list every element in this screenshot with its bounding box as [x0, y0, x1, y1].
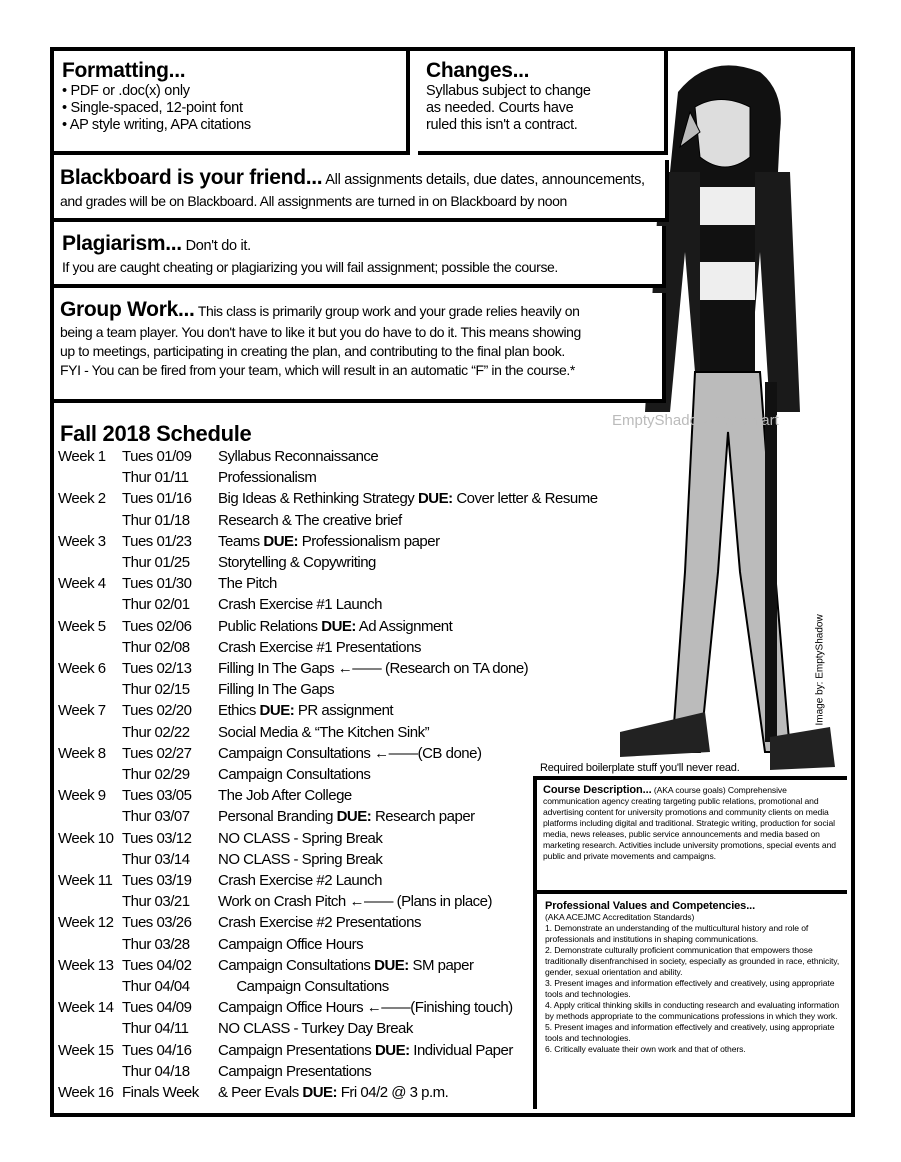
session-topic: Crash Exercise #2 Presentations — [218, 914, 421, 932]
due-label: DUE: — [259, 702, 295, 720]
competency-item: 4. Apply critical thinking skills in conducting research and evaluating information by methods appropriate to the communications professions in which they work. — [545, 1000, 840, 1021]
formatting-section: Formatting... • PDF or .doc(x) only • Single-spaced, 12-point font • AP style writing, APA citations — [54, 51, 410, 155]
session-topic: The Pitch — [218, 575, 277, 593]
week-label: Week 7 — [58, 702, 106, 720]
due-label: DUE: — [374, 1041, 410, 1059]
session-date: Tues 02/20 — [122, 702, 192, 720]
session-date: Tues 02/06 — [122, 617, 192, 635]
values-subtitle: (AKA ACEJMC Accreditation Standards) — [545, 912, 695, 922]
session-date: Thur 04/18 — [122, 1062, 190, 1080]
session-topic: & Peer Evals — [218, 1084, 299, 1101]
session-topic: Campaign Consultations — [218, 744, 371, 762]
group-work-text: FYI - You can be fired from your team, which will result in an automatic “F” in the course.* — [60, 362, 575, 378]
values-title: Professional Values and Competencies... — [545, 900, 756, 912]
session-topic: Campaign Consultations — [218, 766, 371, 783]
due-label: DUE: — [374, 956, 409, 974]
due-item: SM paper — [412, 956, 474, 974]
session-topic: Social Media & “The Kitchen Sink” — [218, 723, 430, 741]
session-date: Thur 01/25 — [122, 554, 190, 571]
session-date: Tues 04/02 — [122, 956, 192, 974]
course-description-title: Course Description... — [543, 784, 652, 796]
session-topic: Syllabus Reconnaissance — [218, 448, 379, 465]
competency-item: 6. Critically evaluate their own work and that of others. — [545, 1044, 746, 1054]
competency-item: 5. Present images and information effectively and creatively, using appropriate tools and technologies. — [545, 1022, 835, 1043]
session-topic: Teams — [218, 532, 260, 550]
session-topic: Campaign Office Hours — [218, 999, 364, 1017]
due-label: DUE: — [417, 490, 453, 508]
due-item: Ad Assignment — [358, 617, 453, 635]
group-work-text: up to meetings, participating in creating the plan, and contributing to the final plan book. — [60, 343, 565, 359]
session-topic: Crash Exercise #1 Launch — [218, 596, 382, 614]
session-topic: Filling In The Gaps — [218, 681, 335, 699]
week-label: Week 9 — [58, 787, 106, 805]
blackboard-text: All assignments details, due dates, announcements, — [325, 172, 645, 188]
formatting-item: Single-spaced, 12-point font — [70, 100, 243, 116]
session-date: Tues 01/16 — [122, 490, 192, 508]
week-label: Week 13 — [58, 956, 114, 974]
plagiarism-section — [54, 226, 666, 288]
session-topic: Campaign Office Hours — [218, 935, 364, 953]
session-topic: Ethics — [218, 702, 256, 720]
plagiarism-text: Don't do it. — [185, 238, 251, 254]
session-date: Thur 04/04 — [122, 978, 190, 995]
session-date: Thur 02/29 — [122, 766, 190, 783]
formatting-item: AP style writing, APA citations — [69, 117, 251, 133]
group-work-text: This class is primarily group work and your grade relies heavily on — [197, 303, 580, 319]
due-label: DUE: — [321, 617, 356, 635]
session-date: Tues 01/30 — [122, 575, 192, 593]
session-date: Thur 03/21 — [122, 893, 190, 911]
session-date: Tues 02/27 — [122, 744, 192, 762]
session-topic: Personal Branding — [218, 808, 333, 826]
competency-item: 2. Demonstrate culturally proficient communication that empowers those traditionally disenfranchised in society, especially as grounded in race, ethnicity, gender, sexual orientation and ability. — [545, 945, 840, 977]
group-work-section — [54, 293, 666, 403]
changes-section — [418, 51, 668, 155]
session-topic: The Job After College — [218, 787, 352, 805]
plagiarism-title: Plagiarism... — [62, 232, 182, 255]
session-date: Thur 02/15 — [122, 681, 190, 699]
session-date: Thur 03/07 — [122, 808, 190, 826]
session-topic: Public Relations — [218, 617, 318, 635]
session-date: Tues 03/12 — [122, 829, 192, 847]
schedule-note: ←——(CB done) — [374, 744, 482, 762]
week-label: Week 11 — [58, 872, 113, 889]
changes-line: Syllabus subject to change — [426, 83, 591, 99]
session-date: Finals Week — [122, 1084, 199, 1101]
blackboard-section — [54, 160, 669, 222]
blackboard-text: and grades will be on Blackboard. All assignments are turned in on Blackboard by noon — [60, 193, 567, 209]
competency-item: 1. Demonstrate an understanding of the multicultural history and role of professionals and institutions in shaping communications. — [545, 923, 809, 944]
week-label: Week 4 — [58, 575, 106, 593]
due-item: Professionalism paper — [301, 532, 440, 550]
changes-title: Changes... — [426, 59, 530, 82]
group-work-title: Group Work... — [60, 298, 195, 321]
session-topic: Research & The creative brief — [218, 511, 402, 529]
group-work-text: being a team player. You don't have to like it but you do have to do it. This means showing — [60, 324, 581, 340]
due-label: DUE: — [336, 808, 372, 826]
week-label: Week 3 — [58, 532, 106, 550]
session-topic: NO CLASS - Spring Break — [218, 850, 383, 868]
course-description-box — [537, 776, 847, 894]
course-description-text: (AKA course goals) Comprehensive communication agency creating targeting public relations, promotional and advertising content for university promotions and community clients on media platforms including digital and traditional. Strategic writing, production for social media, news releases, public service announcements and media based on marketing research. Activities include university promotions, special events and public and private movements and campaigns. — [543, 785, 836, 861]
session-topic: Work on Crash Pitch — [218, 893, 346, 911]
session-date: Tues 04/09 — [122, 999, 192, 1017]
session-date: Thur 02/08 — [122, 638, 190, 656]
week-label: Week 10 — [58, 829, 114, 847]
schedule-note: ←——(Finishing touch) — [366, 999, 513, 1017]
week-label: Week 12 — [58, 914, 114, 932]
session-date: Thur 02/22 — [122, 723, 190, 741]
session-date: Thur 03/28 — [122, 935, 190, 953]
due-label: DUE: — [302, 1084, 338, 1101]
session-topic: Big Ideas & Rethinking Strategy — [218, 490, 415, 508]
week-label: Week 6 — [58, 660, 106, 677]
due-item: PR assignment — [297, 702, 394, 720]
week-label: Week 1 — [58, 448, 106, 465]
plagiarism-text: If you are caught cheating or plagiarizing you will fail assignment; possible the course. — [62, 259, 558, 275]
session-topic: Campaign Consultations — [218, 956, 371, 974]
week-label: Week 5 — [58, 617, 106, 635]
formatting-title: Formatting... — [62, 59, 186, 82]
session-date: Thur 01/18 — [122, 511, 190, 529]
boilerplate-caption: Required boilerplate stuff you'll never read. — [540, 762, 740, 774]
session-topic: Filling In The Gaps — [218, 660, 335, 677]
session-date: Tues 03/26 — [122, 914, 192, 932]
session-date: Thur 03/14 — [122, 850, 190, 868]
session-date: Tues 01/23 — [122, 532, 192, 550]
due-label: DUE: — [263, 532, 299, 550]
session-date: Thur 02/01 — [122, 596, 190, 614]
week-label: Week 16 — [58, 1084, 114, 1101]
due-item: Cover letter & Resume — [456, 490, 598, 508]
session-topic: NO CLASS - Turkey Day Break — [218, 1020, 413, 1038]
week-label: Week 8 — [58, 744, 106, 762]
watermark: EmptyShadow deviantart — [612, 412, 779, 429]
session-topic: Campaign Consultations — [218, 978, 389, 995]
image-credit: Image by: EmptyShadow — [814, 614, 826, 726]
changes-line: ruled this isn't a contract. — [426, 117, 578, 133]
week-label: Week 15 — [58, 1041, 114, 1059]
competency-item: 3. Present images and information effectively and creatively, using appropriate tools and technologies. — [545, 978, 835, 999]
blackboard-title: Blackboard is your friend... — [60, 166, 323, 189]
week-label: Week 2 — [58, 490, 106, 508]
session-topic: Campaign Presentations — [218, 1062, 372, 1080]
session-date: Tues 04/16 — [122, 1041, 192, 1059]
session-topic: Crash Exercise #2 Launch — [218, 872, 382, 889]
session-topic: Campaign Presentations — [218, 1041, 372, 1059]
session-date: Tues 03/19 — [122, 872, 192, 889]
week-label: Week 14 — [58, 999, 114, 1017]
session-topic: NO CLASS - Spring Break — [218, 829, 383, 847]
session-topic: Crash Exercise #1 Presentations — [218, 638, 421, 656]
due-item: Fri 04/2 @ 3 p.m. — [340, 1084, 449, 1101]
due-item: Individual Paper — [413, 1041, 513, 1059]
formatting-item: PDF or .doc(x) only — [70, 83, 190, 99]
due-item: Research paper — [374, 808, 475, 826]
changes-line: as needed. Courts have — [426, 100, 574, 116]
session-topic: Professionalism — [218, 469, 317, 487]
schedule-title: Fall 2018 Schedule — [60, 421, 252, 446]
schedule-note: ←—— (Research on TA done) — [337, 660, 529, 677]
schedule-note: ←—— (Plans in place) — [349, 893, 493, 911]
session-date: Tues 01/09 — [122, 448, 192, 465]
session-date: Thur 01/11 — [122, 469, 189, 487]
session-date: Tues 02/13 — [122, 660, 192, 677]
values-box — [537, 898, 847, 1109]
session-topic: Storytelling & Copywriting — [218, 554, 376, 571]
session-date: Thur 04/11 — [122, 1020, 189, 1038]
session-date: Tues 03/05 — [122, 787, 192, 805]
